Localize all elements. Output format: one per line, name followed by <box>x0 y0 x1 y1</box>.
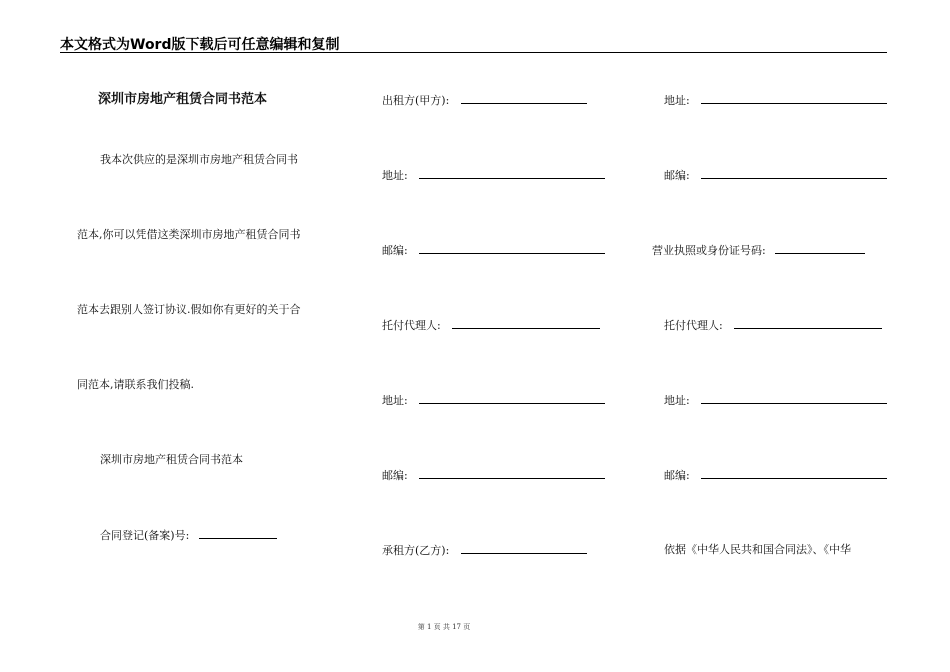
document-subtitle: 深圳市房地产租赁合同书范本 <box>100 453 243 466</box>
lessor-row <box>382 93 587 108</box>
registration-number-label: 合同登记(备案)号: <box>100 529 190 542</box>
lessee-agent-label: 托付代理人: <box>664 319 723 332</box>
lessee-agent-postcode-label: 邮编: <box>664 469 690 482</box>
lessee-label: 承租方(乙方): <box>382 544 450 557</box>
lessor-blank <box>461 93 587 104</box>
lessee-postcode-label: 邮编: <box>664 169 690 182</box>
lessor-agent-postcode-label: 邮编: <box>382 469 408 482</box>
lessor-agent-address-row <box>382 393 605 408</box>
lessee-row <box>382 543 587 558</box>
registration-number-blank <box>199 528 277 539</box>
lessee-address-row <box>664 93 887 108</box>
page-header-title: 本文格式为Word版下载后可任意编辑和复制 <box>60 37 340 53</box>
lessee-postcode-blank <box>701 168 887 179</box>
intro-line-3: 范本去跟别人签订协议.假如你有更好的关于合 <box>77 303 301 316</box>
lessor-address-row <box>382 168 605 183</box>
lessor-agent-row <box>382 318 600 333</box>
lessor-address-label: 地址: <box>382 169 408 182</box>
page-number: 第 1 页 共 17 页 <box>417 623 471 631</box>
lessor-address-blank <box>419 168 605 179</box>
intro-line-2: 范本,你可以凭借这类深圳市房地产租赁合同书 <box>77 228 301 241</box>
lessee-postcode-row <box>664 168 887 183</box>
lessee-agent-row <box>664 318 882 333</box>
lessee-agent-address-label: 地址: <box>664 394 690 407</box>
lessee-agent-postcode-blank <box>701 468 887 479</box>
header-divider <box>60 52 887 53</box>
lessor-postcode-label: 邮编: <box>382 244 408 257</box>
law-basis-text: 依据《中华人民共和国合同法》、《中华 <box>664 543 851 556</box>
lessor-agent-postcode-blank <box>419 468 605 479</box>
license-id-label: 营业执照或身份证号码: <box>652 244 766 257</box>
lessor-agent-address-label: 地址: <box>382 394 408 407</box>
lessor-agent-address-blank <box>419 393 605 404</box>
license-id-blank <box>775 243 865 254</box>
intro-line-1: 我本次供应的是深圳市房地产租赁合同书 <box>100 153 298 166</box>
lessee-agent-address-row <box>664 393 887 408</box>
lessor-postcode-row <box>382 243 605 258</box>
document-title: 深圳市房地产租赁合同书范本 <box>98 92 268 107</box>
lessor-label: 出租方(甲方): <box>382 94 450 107</box>
intro-line-4: 同范本,请联系我们投稿. <box>77 378 194 391</box>
lessee-address-label: 地址: <box>664 94 690 107</box>
lessee-agent-blank <box>734 318 882 329</box>
lessee-address-blank <box>701 93 887 104</box>
lessee-agent-postcode-row <box>664 468 887 483</box>
lessor-postcode-blank <box>419 243 605 254</box>
lessee-agent-address-blank <box>701 393 887 404</box>
lessor-agent-postcode-row <box>382 468 605 483</box>
lessee-blank <box>461 543 587 554</box>
lessor-agent-blank <box>452 318 600 329</box>
lessor-agent-label: 托付代理人: <box>382 319 441 332</box>
license-id-row <box>652 243 865 258</box>
registration-number-row <box>100 528 277 543</box>
